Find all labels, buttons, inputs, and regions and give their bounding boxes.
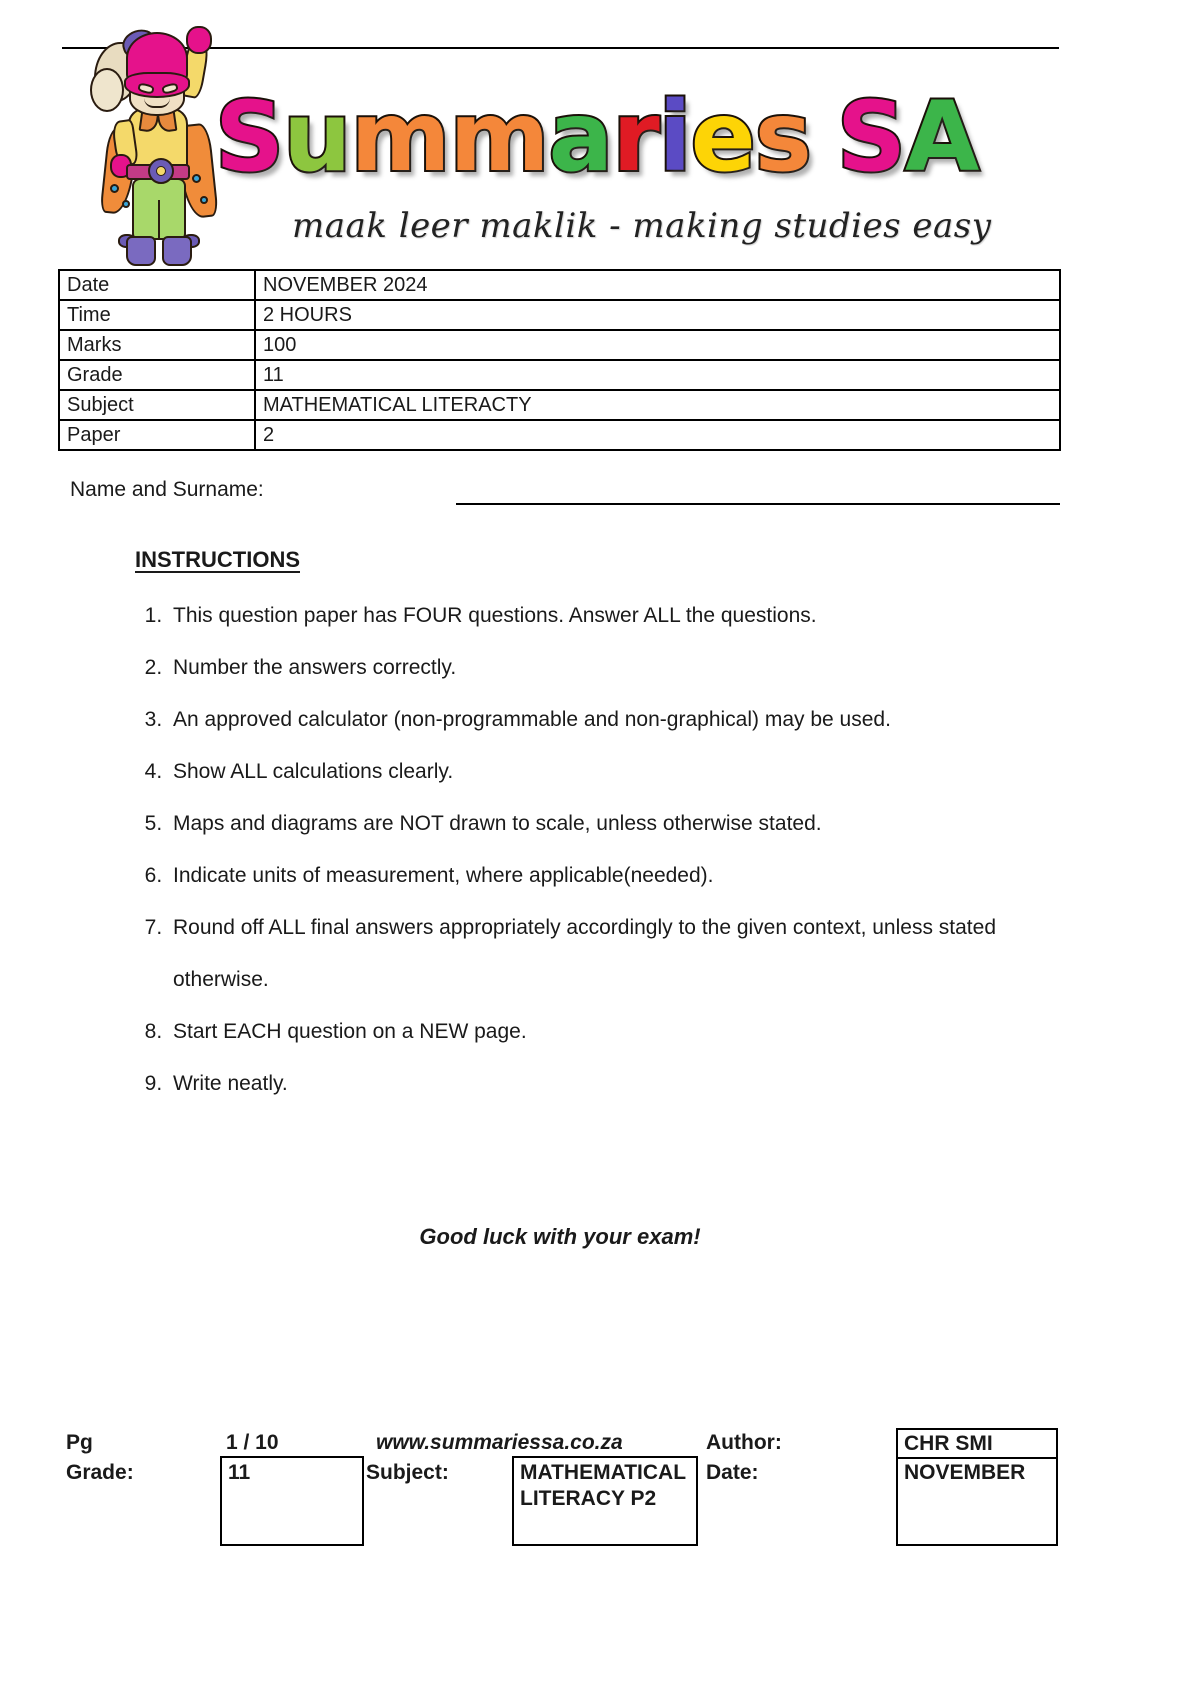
instruction-item: 2. Number the answers correctly. — [168, 642, 1028, 694]
name-surname-input-line[interactable] — [456, 503, 1060, 505]
info-row-value: 2 HOURS — [255, 300, 1060, 330]
wordmark-letter: e — [690, 81, 755, 193]
info-row-label: Time — [59, 300, 255, 330]
instructions-heading: INSTRUCTIONS — [135, 547, 300, 572]
info-row-value: MATHEMATICAL LITERACTY — [255, 390, 1060, 420]
brand-wordmark — [215, 81, 1045, 205]
superhero-mascot-icon — [88, 24, 218, 264]
page-footer — [0, 1425, 1200, 1585]
footer-page-label: Pg — [66, 1431, 93, 1454]
footer-author-label: Author: — [706, 1431, 782, 1454]
info-row-label: Date — [59, 270, 255, 300]
wordmark-letter: A — [904, 81, 979, 193]
brand-tagline: maak leer maklik - making studies easy — [292, 206, 992, 246]
info-row-value: 11 — [255, 360, 1060, 390]
wordmark-letter: m — [449, 81, 549, 193]
wordmark-letter: r — [612, 81, 659, 193]
instruction-item: 6. Indicate units of measurement, where applicable(needed). — [168, 850, 1028, 902]
table-row — [59, 360, 1060, 390]
wordmark-letter — [811, 85, 837, 189]
instruction-item: 4. Show ALL calculations clearly. — [168, 746, 1028, 798]
info-row-value: NOVEMBER 2024 — [255, 270, 1060, 300]
instruction-item: 9. Write neatly. — [168, 1058, 1028, 1110]
footer-website-url[interactable]: www.summariessa.co.za — [376, 1431, 623, 1454]
info-row-label: Marks — [59, 330, 255, 360]
wordmark-letter: u — [283, 81, 351, 193]
name-surname-label: Name and Surname: — [70, 478, 264, 501]
table-row — [59, 390, 1060, 420]
table-row — [59, 300, 1060, 330]
info-row-value: 2 — [255, 420, 1060, 450]
info-row-label: Paper — [59, 420, 255, 450]
wordmark-letter: S — [836, 81, 905, 193]
instruction-item: 1. This question paper has FOUR questions. Answer ALL the questions. — [168, 590, 1028, 642]
wordmark-letter: a — [548, 81, 613, 193]
table-row — [59, 330, 1060, 360]
footer-author-value: CHR SMI — [898, 1430, 1056, 1459]
info-row-value: 100 — [255, 330, 1060, 360]
exam-info-table — [58, 269, 1061, 451]
footer-grade-label: Grade: — [66, 1461, 134, 1484]
table-row — [59, 270, 1060, 300]
table-row — [59, 420, 1060, 450]
instruction-item: 5. Maps and diagrams are NOT drawn to scale, unless otherwise stated. — [168, 798, 1028, 850]
instruction-item: 7. Round off ALL final answers appropriately accordingly to the given context, unless stated otherwise. — [168, 902, 1028, 1006]
instruction-item: 8. Start EACH question on a NEW page. — [168, 1006, 1028, 1058]
footer-date-value: NOVEMBER — [904, 1461, 1026, 1484]
instruction-item: 3. An approved calculator (non-programmable and non-graphical) may be used. — [168, 694, 1028, 746]
info-row-label: Grade — [59, 360, 255, 390]
brand-logo — [60, 10, 1060, 260]
footer-date-label: Date: — [706, 1461, 759, 1484]
wordmark-letter: s — [754, 81, 811, 193]
instructions-list — [135, 590, 1028, 1110]
footer-subject-box: MATHEMATICAL LITERACY P2 — [512, 1456, 698, 1546]
footer-page-value: 1 / 10 — [226, 1431, 279, 1454]
footer-author-box — [896, 1428, 1058, 1546]
footer-grade-box: 11 — [220, 1456, 364, 1546]
wordmark-letter: m — [350, 81, 450, 193]
info-row-label: Subject — [59, 390, 255, 420]
footer-subject-label: Subject: — [366, 1461, 449, 1484]
wordmark-letter: S — [215, 81, 284, 193]
closing-message: Good luck with your exam! — [419, 1224, 701, 1249]
wordmark-letter: i — [658, 81, 691, 193]
